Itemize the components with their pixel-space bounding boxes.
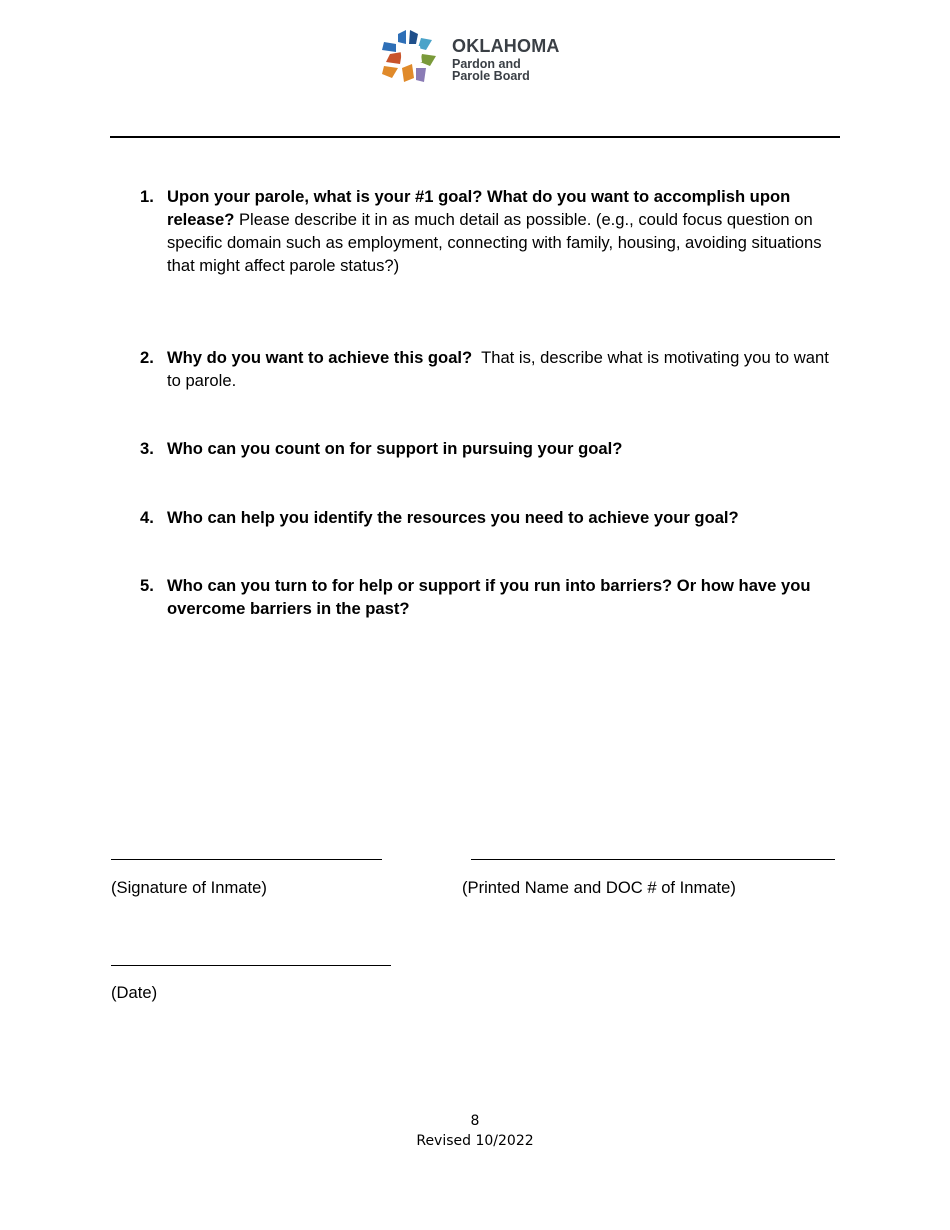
header-divider bbox=[110, 136, 840, 138]
question-5 bbox=[140, 574, 840, 620]
question-number: 5. bbox=[140, 576, 154, 595]
question-detail-text: That is, describe what is motivating you to want to parole. bbox=[167, 348, 834, 390]
question-number: 3. bbox=[140, 439, 154, 458]
logo-subtitle-line2: Parole Board bbox=[452, 69, 530, 83]
oklahoma-pardon-parole-board-logo bbox=[376, 28, 576, 92]
page-number: 8 bbox=[470, 1113, 480, 1129]
question-number: 4. bbox=[140, 508, 154, 527]
revision-date: Revised 10/2022 bbox=[416, 1133, 534, 1149]
logo-subtitle-line1: Pardon and bbox=[452, 57, 521, 71]
question-bold-text: Who can help you identify the resources you need to achieve your goal? bbox=[167, 508, 739, 527]
question-4 bbox=[140, 506, 840, 529]
question-detail-text: Please describe it in as much detail as possible. (e.g., could focus question on specific domain such as employment, connecting with family, housing, avoiding situations that might affect parole status?) bbox=[167, 210, 822, 275]
date-line[interactable] bbox=[111, 965, 391, 966]
date-label: (Date) bbox=[111, 983, 158, 1002]
question-bold-text: Who can you turn to for help or support if you run into barriers? Or how have you overcome barriers in the past? bbox=[167, 576, 811, 618]
question-number: 2. bbox=[140, 348, 154, 367]
inmate-signature-label: (Signature of Inmate) bbox=[111, 878, 267, 897]
question-bold-text: Who can you count on for support in pursuing your goal? bbox=[167, 439, 623, 458]
question-1 bbox=[140, 185, 840, 277]
question-bold-text: Upon your parole, what is your #1 goal? What do you want to accomplish upon release? bbox=[167, 187, 791, 229]
logo-title: OKLAHOMA bbox=[452, 36, 560, 56]
question-3 bbox=[140, 437, 840, 460]
question-number: 1. bbox=[140, 187, 154, 206]
printed-name-line[interactable] bbox=[471, 859, 835, 860]
star-logo-icon bbox=[376, 28, 446, 92]
printed-name-label: (Printed Name and DOC # of Inmate) bbox=[462, 878, 736, 897]
question-bold-text: Why do you want to achieve this goal? bbox=[167, 348, 473, 367]
inmate-signature-line[interactable] bbox=[111, 859, 382, 860]
question-2 bbox=[140, 346, 840, 392]
